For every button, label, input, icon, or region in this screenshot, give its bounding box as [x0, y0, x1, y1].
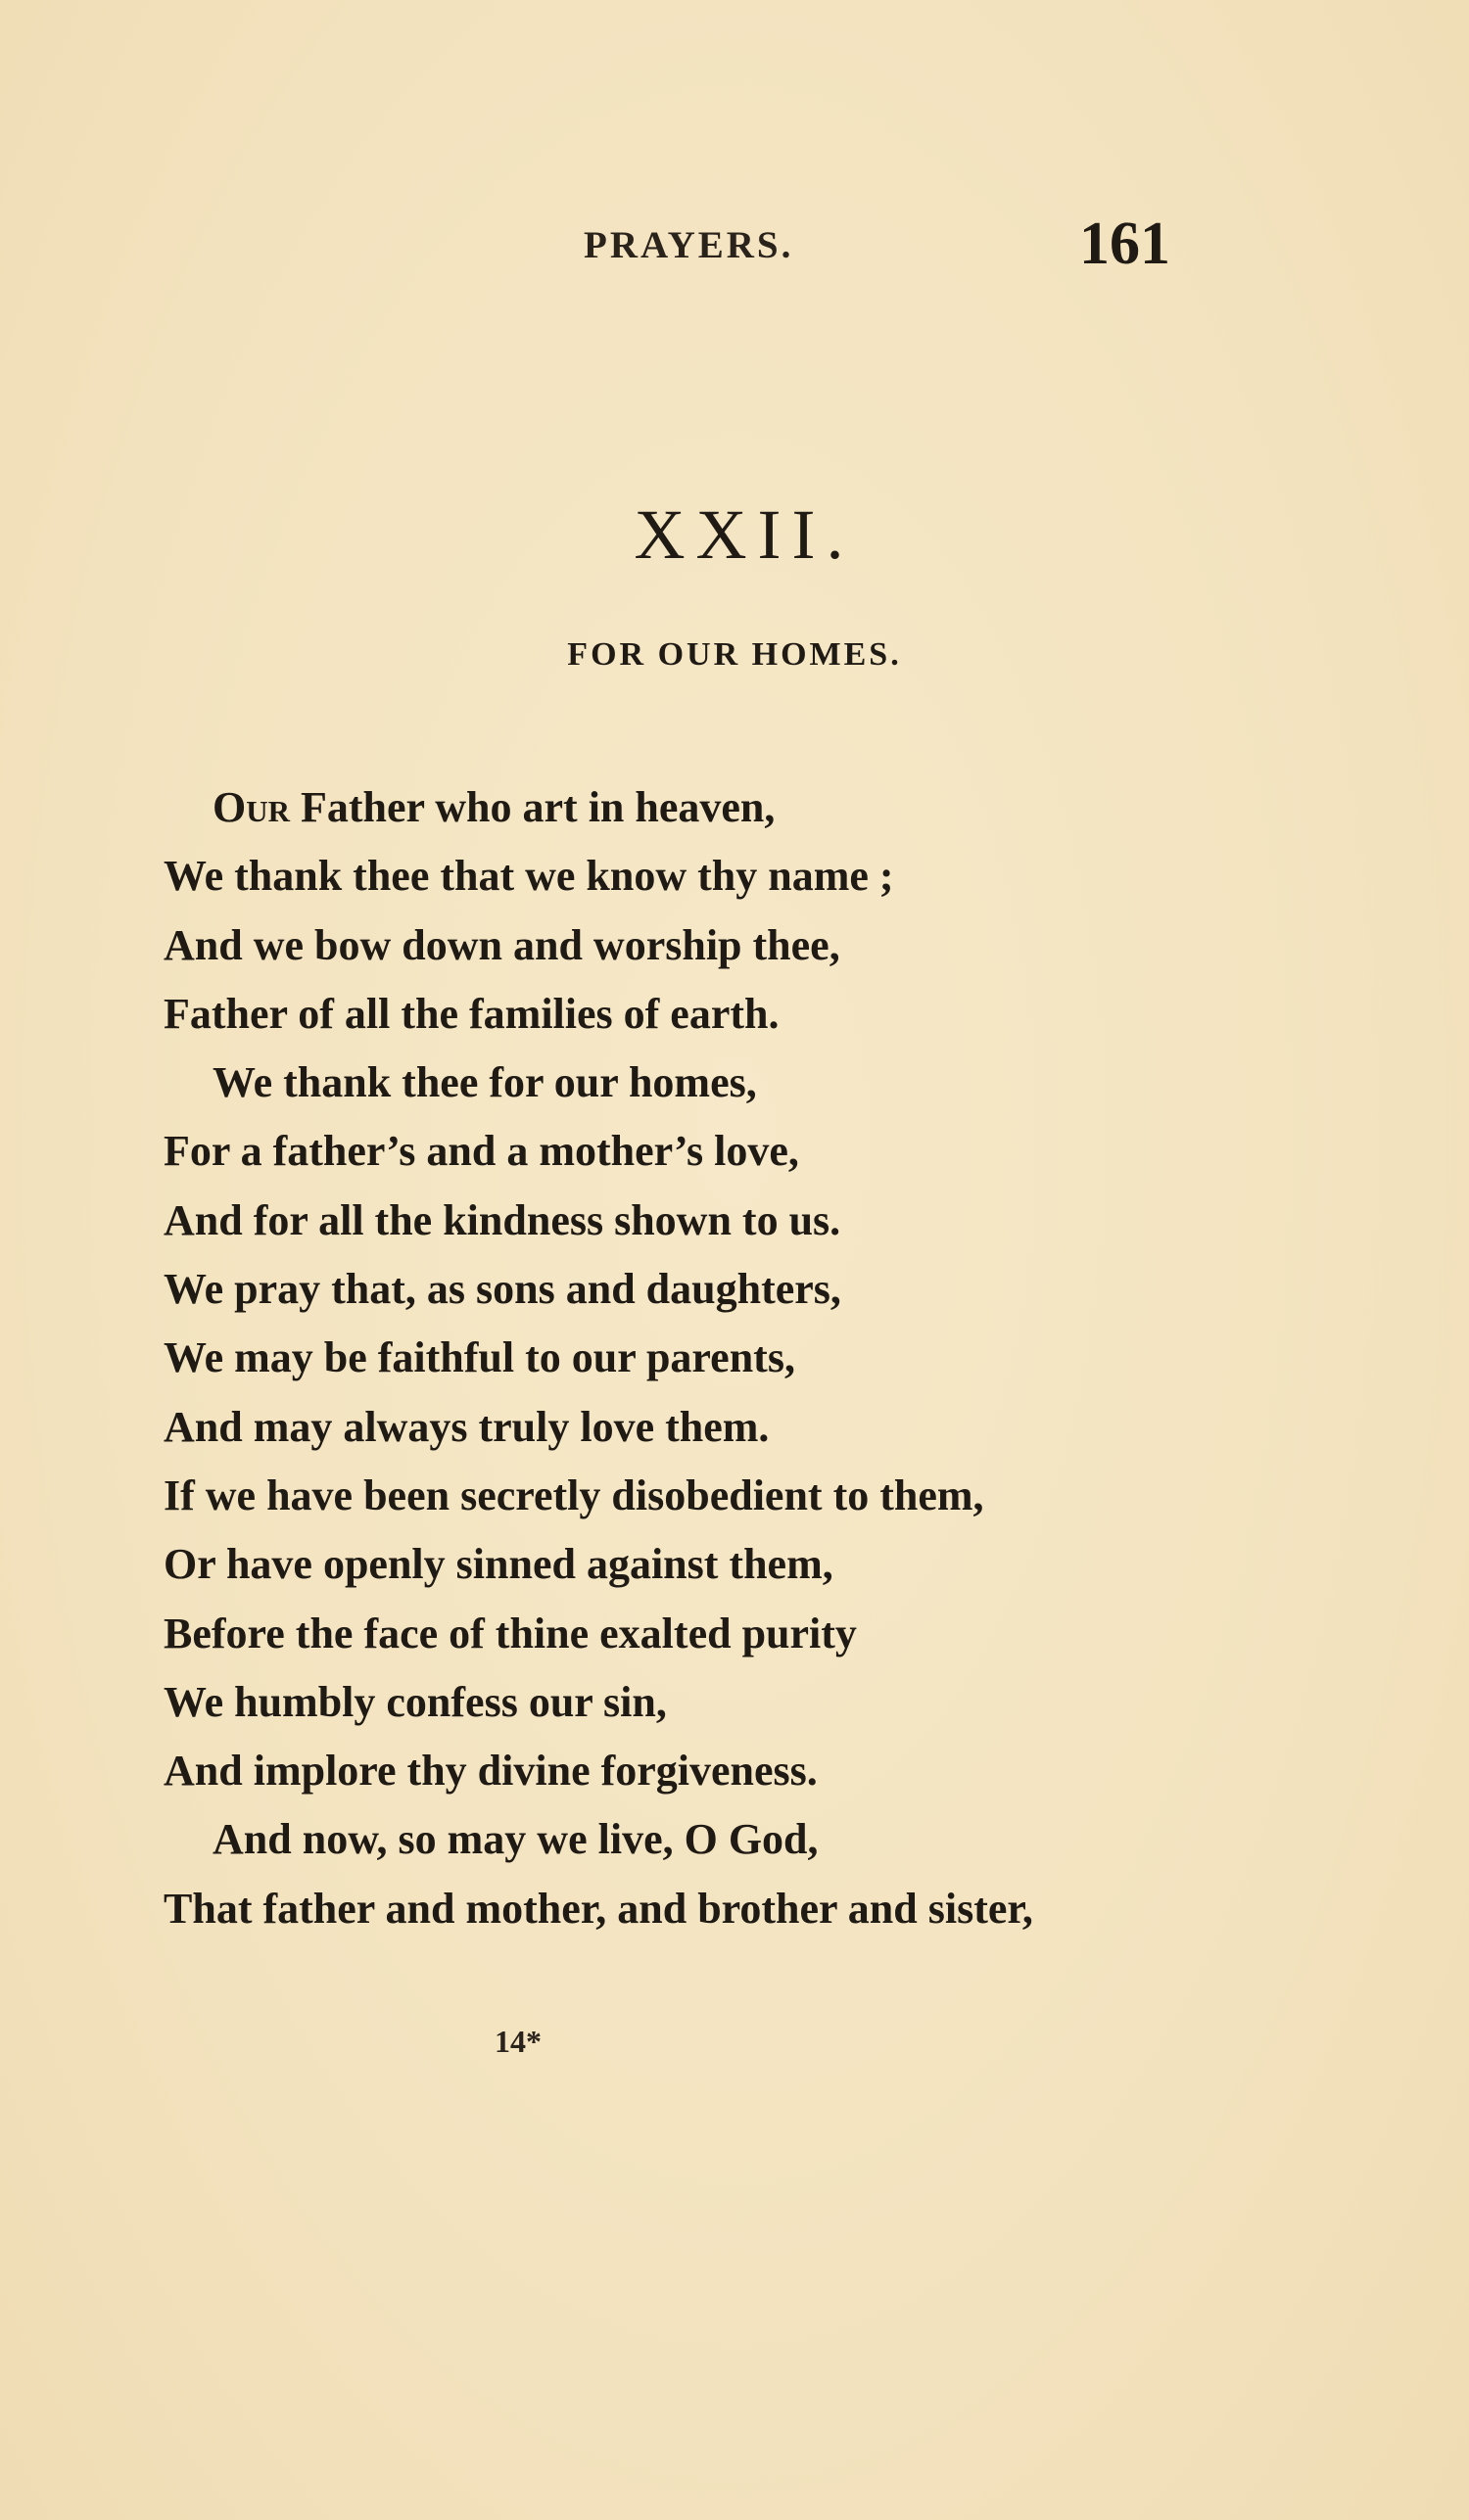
text-line: If we have been secretly disobedient to them, — [164, 1470, 984, 1519]
text-line: We may be faithful to our parents, — [164, 1333, 795, 1382]
text-line: And we bow down and worship thee, — [164, 920, 840, 969]
prayer-text — [164, 773, 1368, 1943]
text-line: Father of all the families of earth. — [164, 989, 780, 1038]
text-line: Or have openly sinned against them, — [164, 1540, 833, 1589]
signature-mark: 14* — [495, 2024, 542, 2059]
text-line: We humbly confess our sin, — [164, 1677, 667, 1726]
text-line: We thank thee for our homes, — [213, 1058, 757, 1107]
text-line: And may always truly love them. — [164, 1402, 770, 1451]
text-line: We pray that, as sons and daughters, — [164, 1265, 841, 1314]
drop-word: Our — [213, 783, 290, 831]
text-line: That father and mother, and brother and sister, — [164, 1884, 1033, 1933]
text-line — [164, 773, 1368, 842]
text-line-rest: Father who art in heaven, — [290, 783, 776, 831]
running-head: PRAYERS. — [584, 224, 794, 266]
text-line: And now, so may we live, O God, — [213, 1815, 819, 1864]
text-line: Before the face of thine exalted purity — [164, 1609, 857, 1657]
text-line: For a father’s and a mother’s love, — [164, 1127, 799, 1176]
text-line: And implore thy divine forgiveness. — [164, 1747, 818, 1796]
page-number: 161 — [1079, 210, 1170, 277]
section-title: FOR OUR HOMES. — [567, 636, 902, 673]
text-line: And for all the kindness shown to us. — [164, 1195, 841, 1244]
section-number: XXII. — [634, 495, 855, 574]
text-line: We thank thee that we know thy name ; — [164, 852, 894, 901]
